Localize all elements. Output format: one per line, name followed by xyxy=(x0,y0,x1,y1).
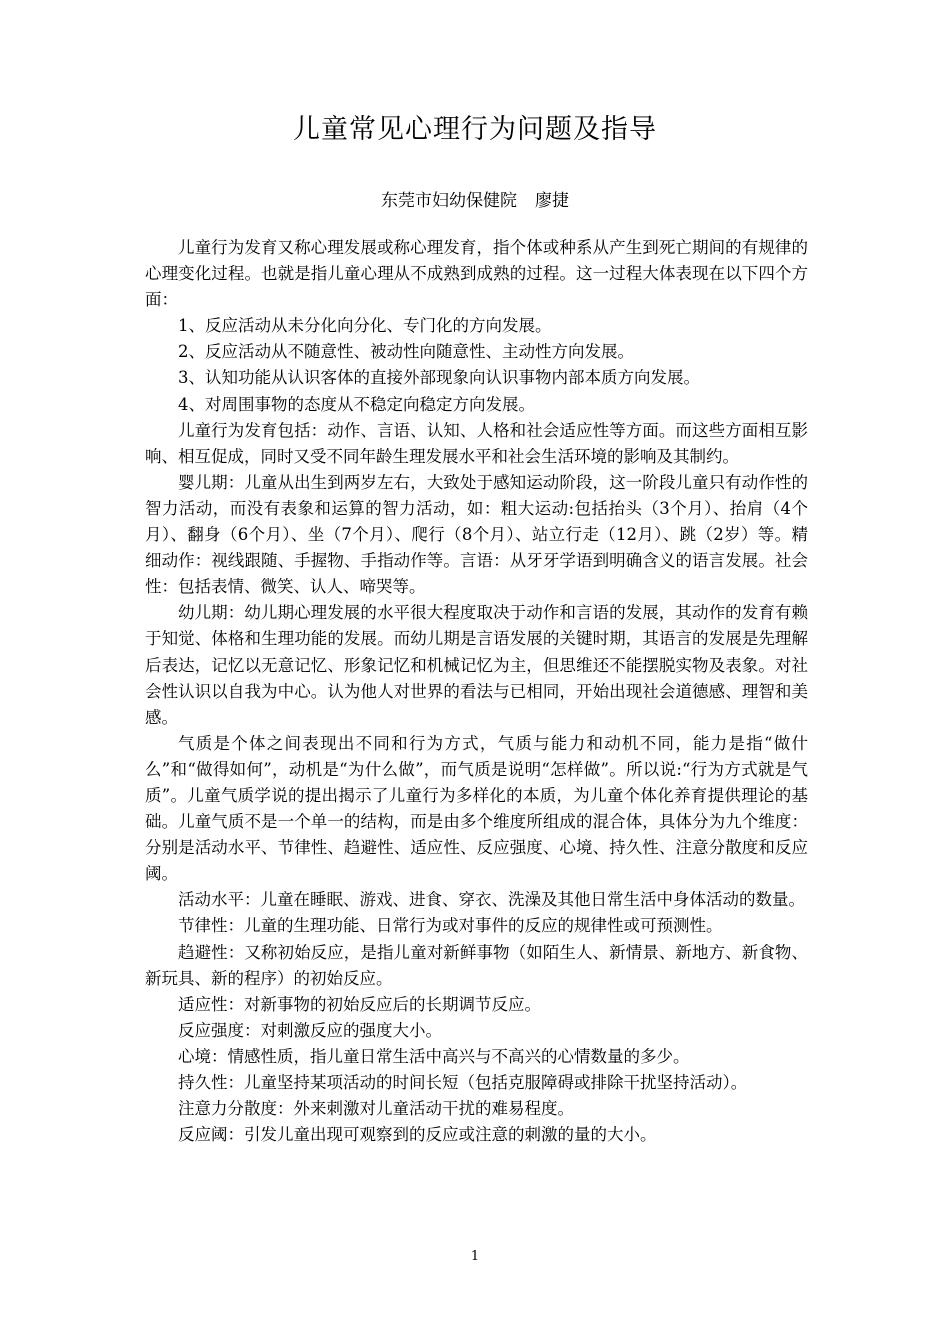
list-item-3: 3、认知功能从认识客体的直接外部现象向认识事物内部本质方向发展。 xyxy=(178,368,700,388)
paragraph-activity-level: 活动水平：儿童在睡眠、游戏、进食、穿衣、洗澡及其他日常生活中身体活动的数量。 xyxy=(178,890,805,910)
paragraph-infancy: 婴儿期：儿童从出生到两岁左右，大致处于感知运动阶段，这一阶段儿童只有动作性的智力活动，而没有表象和运算的智力活动，如：粗大运动:包括抬头（3个月）、抬肩（4个月）、翻身（6个月）、坐（7个月）、爬行（8个月）、站立行走（12月）、跳（2岁）等。精细动作：视线跟随、手握物、手指动作等。言语：从牙牙学语到明确含义的语言发展。社会性：包括表情、微笑、认人、啼哭等。 xyxy=(145,472,808,597)
paragraph-intensity: 反应强度：对刺激反应的强度大小。 xyxy=(178,1020,442,1040)
author-line xyxy=(0,188,950,214)
list-item-1: 1、反应活动从未分化向分化、专门化的方向发展。 xyxy=(178,316,552,336)
paragraph-mood: 心境：情感性质，指儿童日常生活中高兴与不高兴的心情数量的多少。 xyxy=(178,1046,690,1066)
author-name: 廖捷 xyxy=(535,191,569,211)
author-organization: 东莞市妇幼保健院 xyxy=(381,191,517,211)
document-body xyxy=(145,235,808,1148)
document-title: 儿童常见心理行为问题及指导 xyxy=(293,114,657,145)
paragraph-distractibility: 注意力分散度：外来刺激对儿童活动干扰的难易程度。 xyxy=(178,1099,574,1119)
paragraph-approach-withdrawal: 趋避性：又称初始反应，是指儿童对新鲜事物（如陌生人、新情景、新地方、新食物、新玩具、新的程序）的初始反应。 xyxy=(145,942,808,988)
paragraph-adaptability: 适应性：对新事物的初始反应后的长期调节反应。 xyxy=(178,994,541,1014)
list-item-2: 2、反应活动从不随意性、被动性向随意性、主动性方向发展。 xyxy=(178,342,634,362)
paragraph-behavior-development: 儿童行为发育包括：动作、言语、认知、人格和社会适应性等方面。而这些方面相互影响、相互促成，同时又受不同年龄生理发展水平和社会生活环境的影响及其制约。 xyxy=(145,420,808,466)
list-item-4: 4、对周围事物的态度从不稳定向稳定方向发展。 xyxy=(178,394,535,414)
paragraph-toddlerhood: 幼儿期：幼儿期心理发展的水平很大程度取决于动作和言语的发展，其动作的发育有赖于知觉、体格和生理功能的发展。而幼儿期是言语发展的关键时期，其语言的发展是先理解后表达，记忆以无意记忆、形象记忆和机械记忆为主，但思维还不能摆脱实物及表象。对社会性认识以自我为中心。认为他人对世界的看法与已相同，开始出现社会道德感、理智和美感。 xyxy=(145,603,808,727)
paragraph-temperament: 气质是个体之间表现出不同和行为方式，气质与能力和动机不同，能力是指“做什么”和“做得如何”，动机是“为什么做”，而气质是说明“怎样做”。所以说:“行为方式就是气质”。儿童气质学说的提出揭示了儿童行为多样化的本质，为儿童个体化养育提供理论的基础。儿童气质不是一个单一的结构，而是由多个维度所组成的混合体，具体分为九个维度：分别是活动水平、节律性、趋避性、适应性、反应强度、心境、持久性、注意分散度和反应阈。 xyxy=(145,733,808,884)
paragraph-threshold: 反应阈：引发儿童出现可观察到的反应或注意的刺激的量的大小。 xyxy=(178,1125,657,1145)
paragraph-intro: 儿童行为发育又称心理发展或称心理发育，指个体或种系从产生到死亡期间的有规律的心理变化过程。也就是指儿童心理从不成熟到成熟的过程。这一过程大体表现在以下四个方面： xyxy=(145,238,808,310)
paragraph-rhythmicity: 节律性：儿童的生理功能、日常行为或对事件的反应的规律性或可预测性。 xyxy=(178,916,723,936)
page-number: 1 xyxy=(470,1249,480,1264)
paragraph-persistence: 持久性：儿童坚持某项活动的时间长短（包括克服障碍或排除干扰坚持活动）。 xyxy=(178,1073,748,1092)
